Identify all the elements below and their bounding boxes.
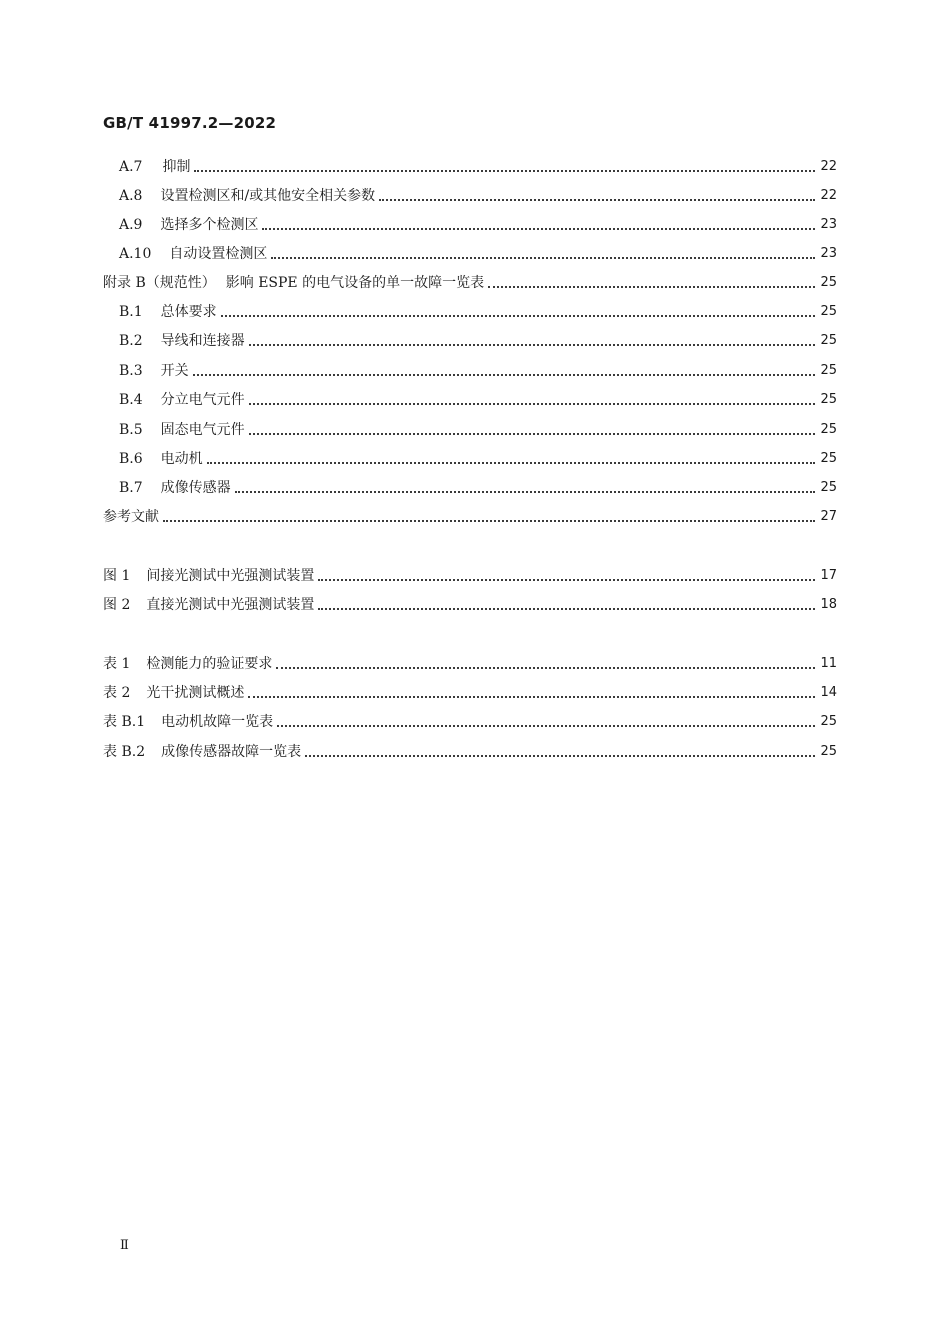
toc-entry-page: 25 [820, 392, 837, 407]
dot-leader [249, 331, 815, 351]
page-number: Ⅱ [120, 1238, 129, 1253]
toc-entry[interactable] [0, 215, 837, 235]
table-entry[interactable] [0, 683, 837, 703]
dot-leader [318, 566, 815, 586]
dot-leader [305, 742, 815, 762]
toc-entry-title: 导线和连接器 [160, 333, 245, 349]
toc-entry-title: 参考文献 [103, 509, 159, 525]
toc-entry-title: 自动设置检测区 [169, 246, 268, 262]
toc-entry[interactable] [0, 302, 837, 322]
toc-entry-page: 23 [820, 217, 837, 232]
toc-entry-title: 抑制 [162, 159, 191, 175]
toc-entry-number: 附录 B（规范性） [103, 275, 216, 291]
toc-entry-page: 22 [820, 159, 837, 174]
dot-leader [249, 390, 815, 410]
toc-entry-number: B.4 [119, 392, 143, 408]
toc-entry-page: 25 [820, 304, 837, 319]
dot-leader [207, 449, 815, 469]
dot-leader [262, 215, 815, 235]
table-entry-page: 25 [820, 714, 837, 729]
toc-entry-title: 影响 ESPE 的电气设备的单一故障一览表 [225, 275, 485, 291]
table-entry-title: 光干扰测试概述 [146, 685, 245, 701]
toc-entry[interactable] [0, 361, 837, 381]
toc-entry[interactable] [0, 331, 837, 351]
toc-entry-page: 25 [820, 275, 837, 290]
toc-entry-page: 25 [820, 451, 837, 466]
toc-entry[interactable] [0, 186, 837, 206]
table-entry-title: 检测能力的验证要求 [146, 656, 273, 672]
toc-entry[interactable] [0, 390, 837, 410]
toc-entry-number: B.1 [119, 304, 143, 320]
dot-leader [277, 712, 815, 732]
toc-entry-number: A.8 [119, 188, 143, 204]
dot-leader [163, 507, 815, 527]
toc-entry[interactable] [0, 449, 837, 469]
standard-code-header: GB/T 41997.2—2022 [103, 114, 277, 132]
dot-leader [235, 478, 815, 498]
dot-leader [248, 683, 815, 703]
table-entry-number: 表 B.2 [103, 744, 146, 760]
toc-entry-page: 25 [820, 422, 837, 437]
toc-entry-page: 27 [820, 509, 837, 524]
table-entry-number: 表 1 [103, 656, 131, 672]
table-entry-title: 成像传感器故障一览表 [161, 744, 302, 760]
toc-entry[interactable] [0, 420, 837, 440]
figure-entry-number: 图 2 [103, 597, 131, 613]
toc-entry-title: 总体要求 [160, 304, 217, 320]
dot-leader [221, 302, 815, 322]
dot-leader [488, 273, 815, 293]
table-entry-page: 14 [820, 685, 837, 700]
figure-entry-page: 18 [820, 597, 837, 612]
toc-entry-page: 23 [820, 246, 837, 261]
table-entry-number: 表 2 [103, 685, 131, 701]
table-entry-page: 11 [820, 656, 837, 671]
dot-leader [318, 595, 815, 615]
figure-entry-title: 间接光测试中光强测试装置 [146, 568, 315, 584]
toc-entry-page: 25 [820, 333, 837, 348]
toc-entry-title: 开关 [160, 363, 189, 379]
toc-entry-title: 分立电气元件 [160, 392, 245, 408]
toc-entry-number: B.5 [119, 422, 143, 438]
table-entry-page: 25 [820, 744, 837, 759]
table-entry-number: 表 B.1 [103, 714, 146, 730]
dot-leader [379, 186, 815, 206]
toc-entry-title: 设置检测区和/或其他安全相关参数 [160, 188, 376, 204]
toc-entry-title: 选择多个检测区 [160, 217, 259, 233]
toc-entry[interactable] [0, 478, 837, 498]
figure-entry-title: 直接光测试中光强测试装置 [146, 597, 315, 613]
toc-entry-bibliography[interactable] [0, 507, 837, 527]
toc-entry-page: 22 [820, 188, 837, 203]
figure-entry-number: 图 1 [103, 568, 131, 584]
dot-leader [271, 244, 815, 264]
toc-entry-number: B.2 [119, 333, 143, 349]
toc-entry-page: 25 [820, 363, 837, 378]
toc-entry-title: 固态电气元件 [160, 422, 245, 438]
table-entry[interactable] [0, 712, 837, 732]
figure-entry[interactable] [0, 595, 837, 615]
table-entry-title: 电动机故障一览表 [161, 714, 274, 730]
toc-entry-annex-b[interactable] [0, 273, 837, 293]
toc-entry[interactable] [0, 157, 837, 177]
dot-leader [193, 361, 815, 381]
toc-entry-title: 电动机 [160, 451, 203, 467]
dot-leader [194, 157, 815, 177]
toc-entry-title: 成像传感器 [160, 480, 231, 496]
dot-leader [276, 654, 815, 674]
figure-entry[interactable] [0, 566, 837, 586]
table-entry[interactable] [0, 742, 837, 762]
toc-entry-number: B.3 [119, 363, 143, 379]
dot-leader [249, 420, 815, 440]
table-entry[interactable] [0, 654, 837, 674]
toc-entry-number: A.7 [119, 159, 143, 175]
toc-entry-page: 25 [820, 480, 837, 495]
toc-entry-number: B.6 [119, 451, 143, 467]
toc-entry-number: A.9 [119, 217, 143, 233]
toc-entry-number: A.10 [119, 246, 152, 262]
toc-entry[interactable] [0, 244, 837, 264]
figure-entry-page: 17 [820, 568, 837, 583]
toc-entry-number: B.7 [119, 480, 143, 496]
